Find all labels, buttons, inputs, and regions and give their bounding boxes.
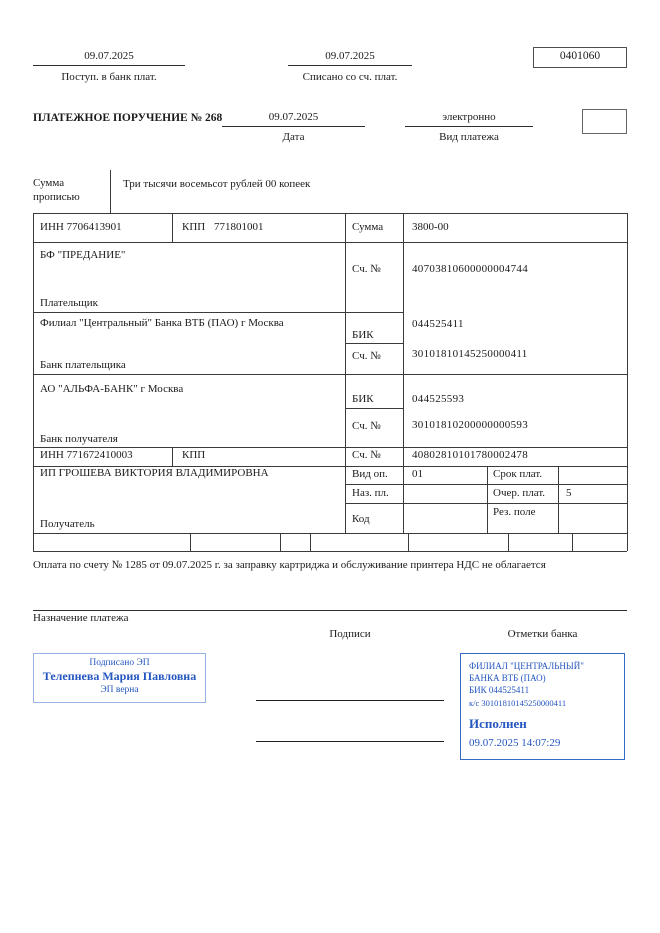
- rez-pole-label: Рез. поле: [493, 506, 536, 518]
- payer-bank-bik-value: 044525411: [412, 318, 464, 330]
- form-code-box: 0401060: [533, 47, 627, 68]
- debited-date-field: [288, 50, 412, 66]
- vid-op-label: Вид оп.: [352, 468, 388, 480]
- payer-bank-role-label: Банк плательщика: [40, 359, 126, 371]
- ocher-plat-value: 5: [566, 487, 572, 499]
- payee-bank-bik-label: БИК: [352, 393, 374, 405]
- debited-date-label: Списано со сч. плат.: [302, 71, 398, 83]
- payee-bank-bik-value: 044525593: [412, 393, 465, 405]
- payer-acc-value: 40703810600000004744: [412, 263, 528, 275]
- payee-kpp-label: КПП: [182, 449, 206, 461]
- payee-role-label: Получатель: [40, 518, 95, 530]
- payer-bank-name: Филиал "Центральный" Банка ВТБ (ПАО) г Москва: [40, 317, 284, 329]
- bank-stamp-corr-acc: к/с 30101810145250000411: [469, 698, 567, 709]
- table-line: [33, 213, 34, 551]
- table-line: [33, 374, 627, 375]
- payer-acc-label: Сч. №: [352, 263, 381, 275]
- signature-line: [256, 741, 444, 742]
- amount-words-value: Три тысячи восемьсот рублей 00 копеек: [123, 178, 311, 190]
- payer-inn: ИНН 7706413901: [40, 221, 122, 233]
- payer-role-label: Плательщик: [40, 297, 98, 309]
- strip-divider: [280, 533, 281, 551]
- payment-kind-label: Вид платежа: [439, 131, 499, 143]
- bank-stamp-status: Исполнен: [469, 715, 527, 731]
- strip-divider: [310, 533, 311, 551]
- signature-line: [256, 700, 444, 701]
- purpose-line: [33, 610, 627, 611]
- received-date-label: Поступ. в банк плат.: [61, 71, 157, 83]
- payment-kind-value: электронно: [442, 111, 496, 123]
- received-date: 09.07.2025: [84, 50, 134, 62]
- payer-kpp-label: КПП: [182, 221, 206, 233]
- table-line: [33, 312, 404, 313]
- payer-kpp-value: 771801001: [214, 221, 264, 233]
- table-line: [172, 213, 173, 242]
- signature-stamp-name: Телепнева Мария Павловна: [42, 668, 197, 683]
- table-line: [558, 466, 559, 533]
- amount-words-label: Сумма прописью: [33, 177, 80, 204]
- payee-bank-role-label: Банк получателя: [40, 433, 118, 445]
- table-line: [487, 466, 488, 533]
- debited-date: 09.07.2025: [325, 50, 375, 62]
- table-line: [403, 213, 404, 533]
- sum-label: Сумма: [352, 221, 384, 233]
- table-line: [345, 408, 404, 409]
- table-line: [345, 484, 627, 485]
- payment-order-title: ПЛАТЕЖНОЕ ПОРУЧЕНИЕ № 268: [33, 112, 223, 124]
- table-line: [345, 503, 627, 504]
- table-line: [33, 551, 627, 552]
- strip-divider: [408, 533, 409, 551]
- date-label: Дата: [282, 131, 305, 143]
- bank-stamp-datetime: 09.07.2025 14:07:29: [469, 737, 561, 750]
- payer-bank-acc-value: 30101810145250000411: [412, 348, 528, 360]
- payment-kind-field: [405, 111, 533, 127]
- signature-stamp-signed-label: Подписано ЭП: [89, 658, 150, 668]
- sum-value: 3800-00: [412, 221, 449, 233]
- purpose-label: Назначение платежа: [33, 612, 129, 624]
- purpose-text: Оплата по счету № 1285 от 09.07.2025 г. за заправку картриджа и обслуживание принтера НДС не облагается: [33, 559, 546, 571]
- payer-bank-acc-label: Сч. №: [352, 350, 381, 362]
- srok-plat-label: Срок плат.: [493, 468, 543, 480]
- naz-pl-label: Наз. пл.: [352, 487, 389, 499]
- signature-stamp-verified-label: ЭП верна: [100, 684, 139, 695]
- ocher-plat-label: Очер. плат.: [493, 487, 546, 499]
- strip-divider: [190, 533, 191, 551]
- received-date-field: [33, 50, 185, 66]
- payee-acc-value: 40802810101780002478: [412, 449, 528, 461]
- table-line: [33, 242, 627, 243]
- payer-name: БФ "ПРЕДАНИЕ": [40, 249, 126, 261]
- payee-bank-acc-value: 30101810200000000593: [412, 419, 528, 431]
- signature-stamp: [33, 653, 206, 703]
- table-line: [33, 447, 627, 448]
- bank-stamp-bank-name: ФИЛИАЛ "ЦЕНТРАЛЬНЫЙ" БАНКА ВТБ (ПАО): [469, 661, 584, 684]
- table-line: [345, 343, 404, 344]
- strip-divider: [572, 533, 573, 551]
- bank-stamp: [460, 653, 625, 760]
- date-value: 09.07.2025: [268, 111, 319, 123]
- payee-name: ИП ГРОШЕВА ВИКТОРИЯ ВЛАДИМИРОВНА: [40, 467, 269, 479]
- table-line: [345, 213, 346, 533]
- date-field: [222, 111, 365, 127]
- kod-label: Код: [352, 513, 370, 525]
- table-line: [627, 213, 628, 551]
- strip-divider: [508, 533, 509, 551]
- status-checkbox: [582, 109, 627, 134]
- signatures-label: Подписи: [329, 628, 371, 640]
- bank-marks-label: Отметки банка: [507, 628, 578, 640]
- payee-acc-label: Сч. №: [352, 449, 381, 461]
- amount-words-divider: [110, 170, 111, 213]
- payer-bank-bik-label: БИК: [352, 329, 374, 341]
- table-line: [33, 533, 627, 534]
- table-line: [33, 213, 627, 214]
- payee-inn: ИНН 771672410003: [40, 449, 133, 461]
- payee-bank-name: АО "АЛЬФА-БАНК" г Москва: [40, 383, 184, 395]
- vid-op-value: 01: [412, 468, 423, 480]
- payee-bank-acc-label: Сч. №: [352, 420, 381, 432]
- table-line: [172, 447, 173, 466]
- bank-stamp-bik: БИК 044525411: [469, 685, 530, 696]
